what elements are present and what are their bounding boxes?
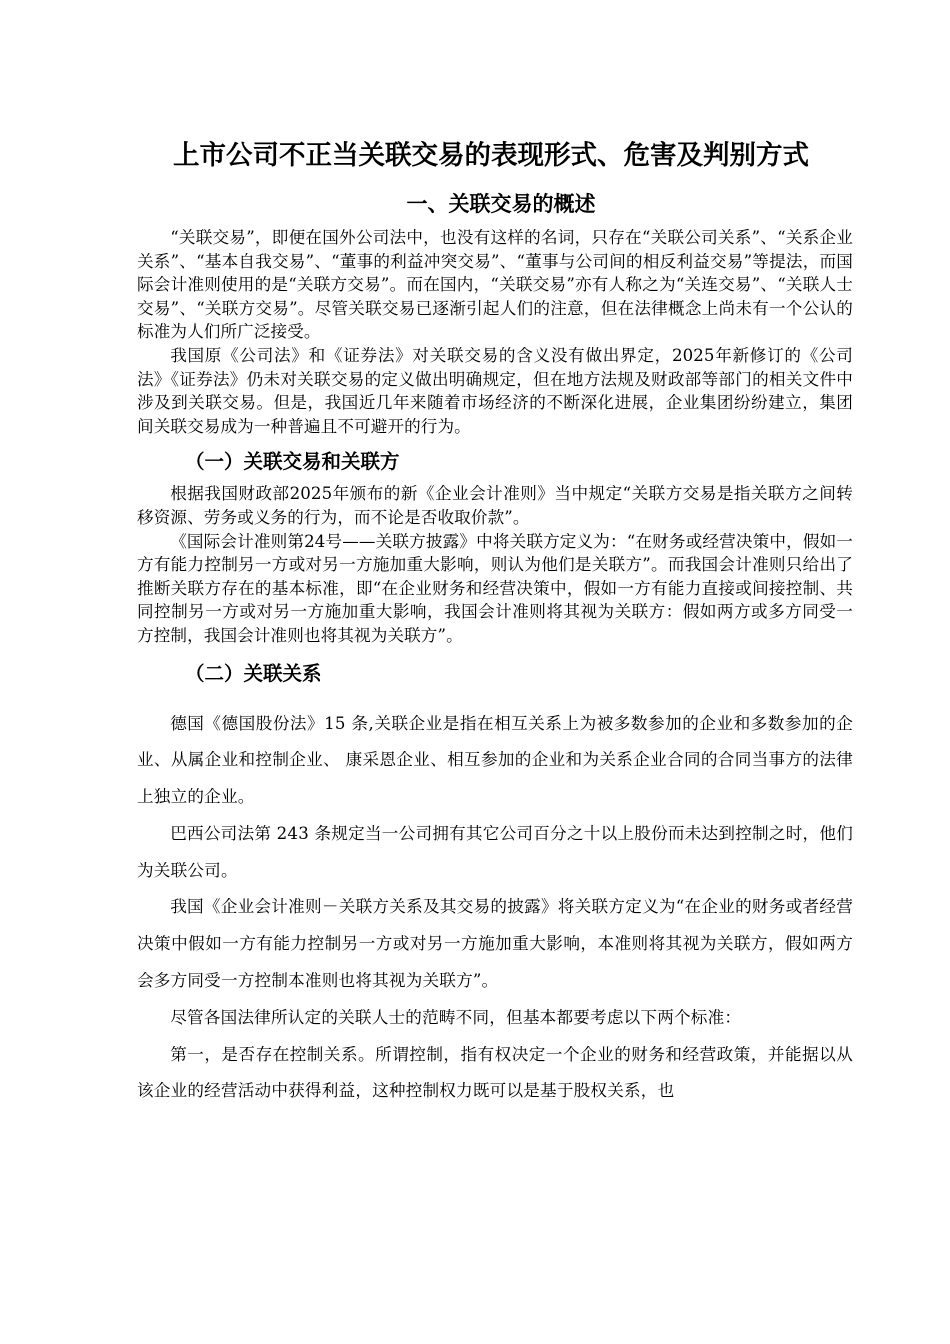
section-overview bbox=[137, 188, 853, 438]
paragraph: 我国原《公司法》和《证券法》对关联交易的含义没有做出界定，2025年新修订的《公司法》《证券法》仍未对关联交易的定义做出明确规定，但在地方法规及财政部等部门的相关文件中涉及到关联交易。但是，我国近几年来随着市场经济的不断深化进展，企业集团纷纷建立，集团间关联交易成为一种普遍且不可避开的行为。 bbox=[137, 345, 853, 436]
document-title: 上市公司不正当关联交易的表现形式、危害及判别方式 bbox=[173, 140, 809, 171]
paragraph: 巴西公司法第 243 条规定当一公司拥有其它公司百分之十以上股份而未达到控制之时，他们为关联公司。 bbox=[137, 823, 853, 880]
paragraph: 第一，是否存在控制关系。所谓控制，指有权决定一个企业的财务和经营政策，并能据以从该企业的经营活动中获得利益，这种控制权力既可以是基于股权关系，也 bbox=[137, 1044, 853, 1101]
subsection-heading: （一）关联交易和关联方 bbox=[185, 450, 400, 474]
paragraph: “关联交易”，即便在国外公司法中，也没有这样的名词，只存在“关联公司关系”、“关系企业关系”、“基本自我交易”、“董事的利益冲突交易”、“董事与公司间的相反利益交易”等提法，而国际会计准则使用的是“关联方交易”。而在国内，“关联交易”亦有人称之为“关连交易”、“关联人士交易”、“关联方交易”。尽管关联交易已逐渐引起人们的注意，但在法律概念上尚未有一个公认的标准为人们所广泛接受。 bbox=[137, 228, 853, 342]
paragraph: 根据我国财政部2025年颁布的新《企业会计准则》当中规定“关联方交易是指关联方之间转移资源、劳务或义务的行为，而不论是否收取价款”。 bbox=[137, 484, 853, 527]
paragraph: 德国《德国股份法》15 条,关联企业是指在相互关系上为被多数参加的企业和多数参加的企业、从属企业和控制企业、 康采恩企业、相互参加的企业和为关系企业合同的合同当事方的法律上独立的企业。 bbox=[137, 713, 853, 807]
paragraph: 我国《企业会计准则－关联方关系及其交易的披露》将关联方定义为“在企业的财务或者经营决策中假如一方有能力控制另一方或对另一方施加重大影响，本准则将其视为关联方，假如两方会多方同受一方控制本准则也将其视为关联方”。 bbox=[137, 897, 853, 991]
paragraph: 尽管各国法律所认定的关联人士的范畴不同，但基本都要考虑以下两个标准： bbox=[170, 1007, 742, 1027]
section-heading: 一、关联交易的概述 bbox=[406, 192, 596, 216]
paragraph: 《国际会计准则第24号——关联方披露》中将关联方定义为：“在财务或经营决策中，假如一方有能力控制另一方或对另一方施加重大影响，则认为他们是关联方”。而我国会计准则只给出了推断关联方存在的基本标准，即“在企业财务和经营决策中，假如一方有能力直接或间接控制、共同控制另一方或对另一方施加重大影响，我国会计准则将其视为关联方：假如两方或多方同受一方控制，我国会计准则也将其视为关联方”。 bbox=[137, 531, 853, 645]
document-page bbox=[137, 132, 853, 1110]
section-related-relations bbox=[137, 654, 853, 1111]
subsection-heading: （二）关联关系 bbox=[185, 661, 322, 685]
section-related-parties bbox=[137, 442, 853, 647]
